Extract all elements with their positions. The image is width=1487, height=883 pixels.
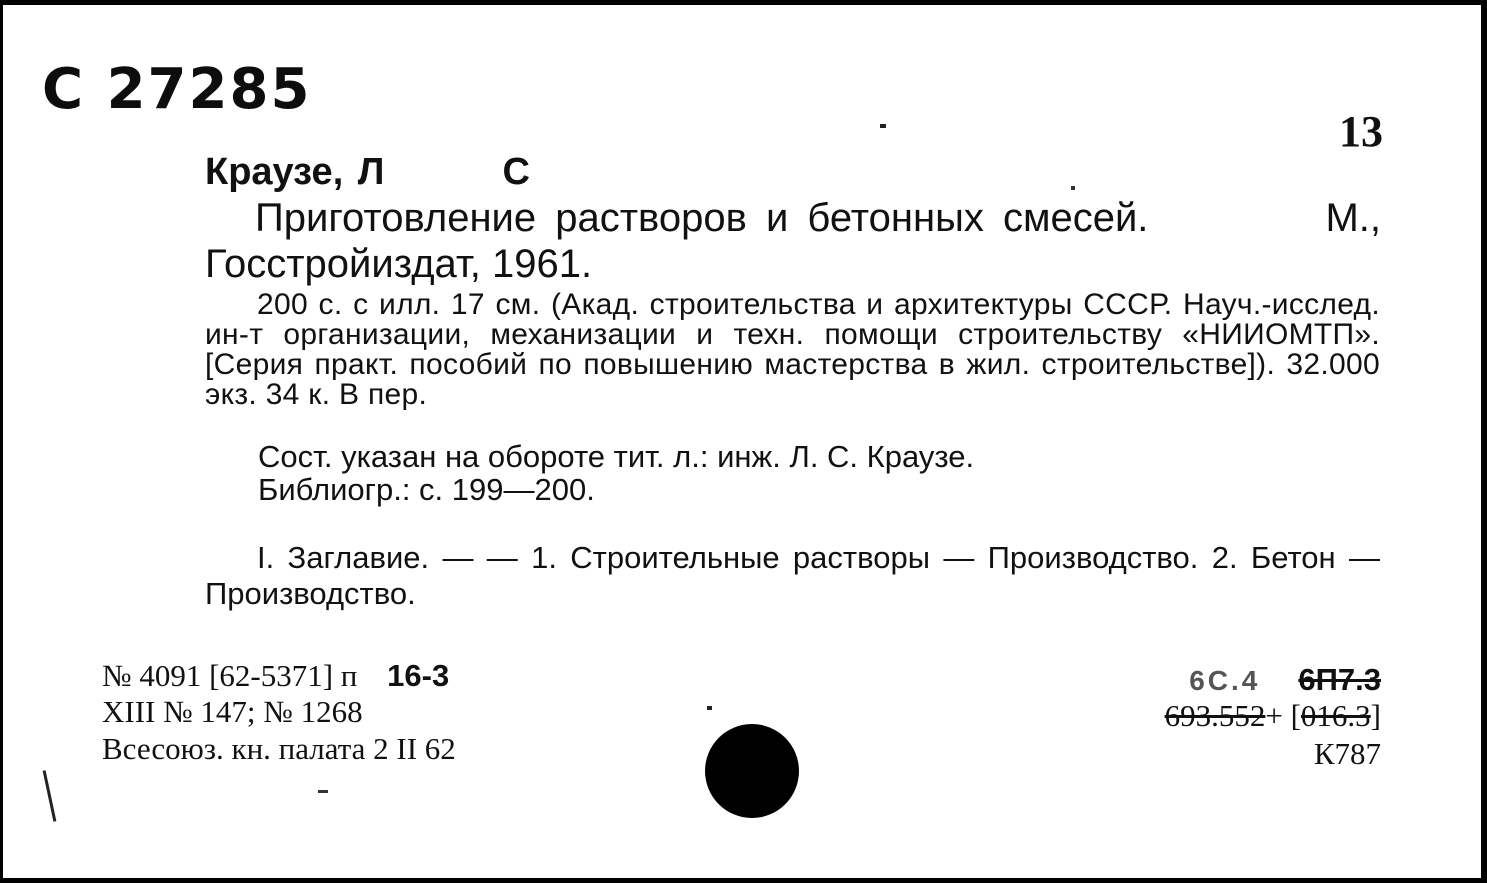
publisher-year: Госстройиздат, 1961. [205, 242, 593, 286]
classification-line-1 [1189, 664, 1381, 695]
subject-tracings: I. Заглавие. — — 1. Строительные растворы — Производство. 2. Бетон — Производство. [205, 540, 1380, 611]
footer-code: 16-3 [387, 658, 450, 693]
author-heading [205, 153, 530, 191]
udc-bracket: ] [1370, 698, 1381, 733]
card-border-bottom [0, 878, 1487, 883]
udc-struck-2: 016.3 [1300, 698, 1371, 733]
pencil-mark [43, 770, 57, 821]
footer-chamber: Всесоюз. кн. палата 2 II 62 [102, 731, 456, 766]
footer-line-1 [102, 660, 449, 691]
classification-line-2 [1165, 700, 1381, 731]
card-border-top [0, 0, 1487, 5]
book-title: Приготовление растворов и бетонных смесей. [255, 196, 1149, 240]
footer-line-2: XIII № 147; № 1268 [102, 694, 363, 729]
author-mark: К787 [1313, 736, 1381, 771]
author-surname: Краузе, Л [205, 151, 385, 193]
author-initial: С [502, 151, 530, 193]
card-border-left [0, 0, 3, 883]
punch-hole [705, 724, 799, 818]
classification-index: 6П7.3 [1298, 662, 1381, 697]
note-bibliography: Библиогр.: с. 199—200. [258, 472, 595, 507]
card-border-right [1481, 0, 1487, 883]
note-compiler: Сост. указан на обороте тит. л.: инж. Л. С. Краузе. [258, 439, 975, 474]
speck [318, 790, 328, 793]
handwritten-call-number: С 27285 [42, 57, 312, 122]
udc-struck: 693.552 [1164, 698, 1266, 733]
classification-faded: 6С.4 [1189, 665, 1261, 696]
speck [1071, 186, 1075, 190]
physical-description: 200 с. с илл. 17 см. (Акад. строительства и архитектуры СССР. Науч.-исслед. ин-т организации, механизации и техн. помощи строительству «НИИОМТП». [Серия практ. пособий по повышению мастерства в жил. строительстве]). 32.000 экз. 34 к. В пер. [205, 288, 1380, 411]
card-number: 13 [1339, 107, 1383, 156]
speck [880, 124, 886, 128]
publication-place: М., [1325, 196, 1381, 240]
udc-plus: + [ [1265, 698, 1301, 733]
footer-registration: № 4091 [62-5371] п [102, 658, 358, 693]
speck [707, 706, 712, 710]
